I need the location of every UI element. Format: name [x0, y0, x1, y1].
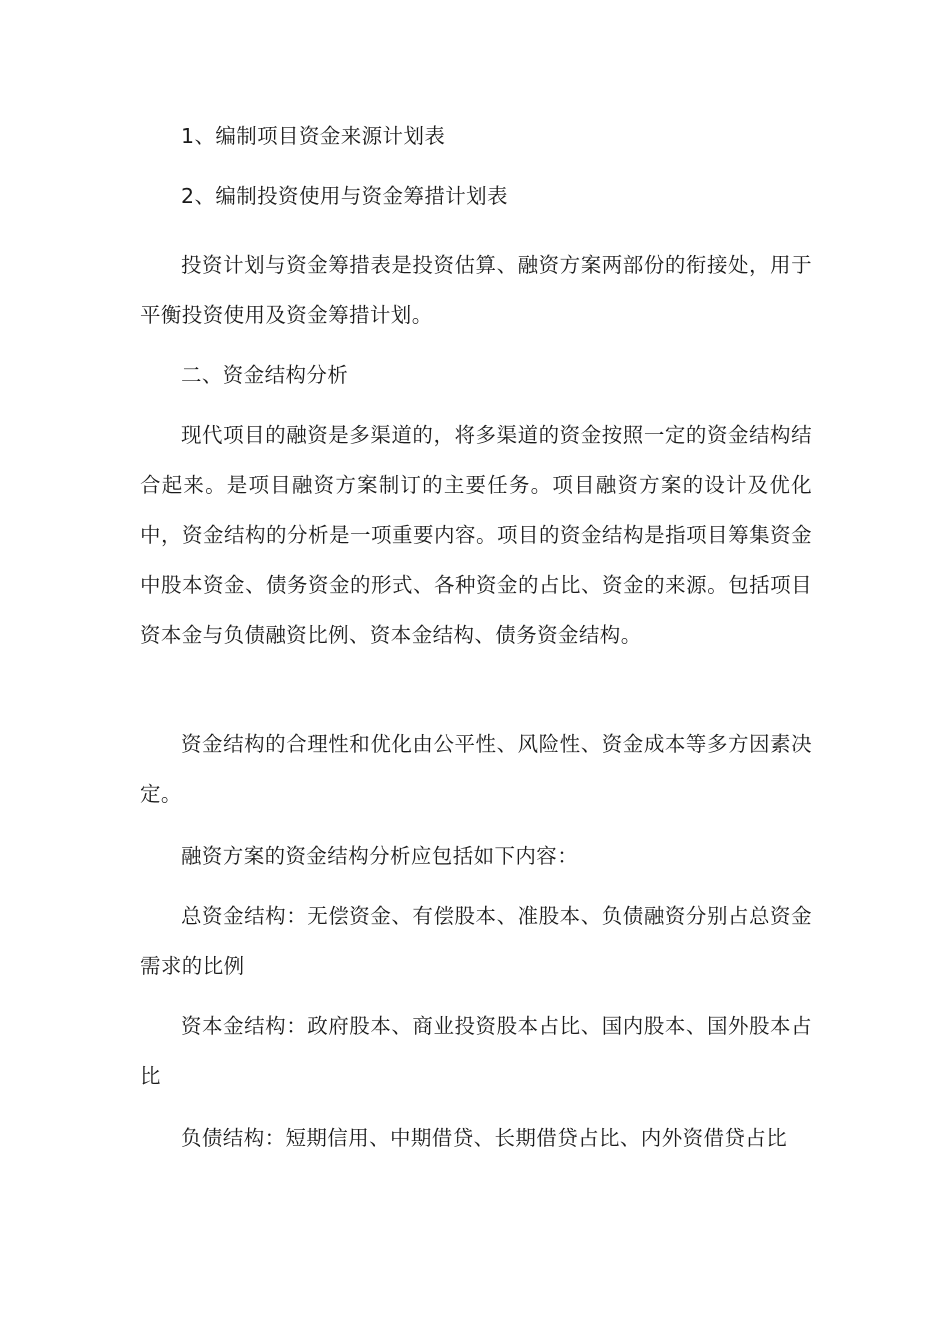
paragraph-total-capital-structure: 总资金结构：无偿资金、有偿股本、准股本、负债融资分别占总资金需求的比例: [140, 904, 812, 978]
paragraph-equity-structure: 资本金结构：政府股本、商业投资股本占比、国内股本、国外股本占比: [140, 1014, 812, 1088]
paragraph-debt-structure: 负债结构：短期信用、中期借贷、长期借贷占比、内外资借贷占比: [181, 1126, 788, 1150]
paragraph-investment-plan: 投资计划与资金筹措表是投资估算、融资方案两部份的衔接处，用于平衡投资使用及资金筹措计划。: [140, 253, 812, 327]
paragraph-list-item-2: 2、编制投资使用与资金筹措计划表: [181, 184, 508, 208]
section-heading-capital-structure: 二、资金结构分析: [181, 363, 349, 387]
paragraph-list-item-1: 1、编制项目资金来源计划表: [181, 124, 446, 148]
paragraph-analysis-contents: 融资方案的资金结构分析应包括如下内容：: [181, 844, 579, 868]
paragraph-modern-financing: 现代项目的融资是多渠道的，将多渠道的资金按照一定的资金结构结合起来。是项目融资方案制订的主要任务。项目融资方案的设计及优化中，资金结构的分析是一项重要内容。项目的资金结构是指项目筹集资金中股本资金、债务资金的形式、各种资金的占比、资金的来源。包括项目资本金与负债融资比例、资本金结构、债务资金结构。: [140, 423, 812, 647]
paragraph-structure-rationality: 资金结构的合理性和优化由公平性、风险性、资金成本等多方因素决定。: [140, 732, 812, 806]
